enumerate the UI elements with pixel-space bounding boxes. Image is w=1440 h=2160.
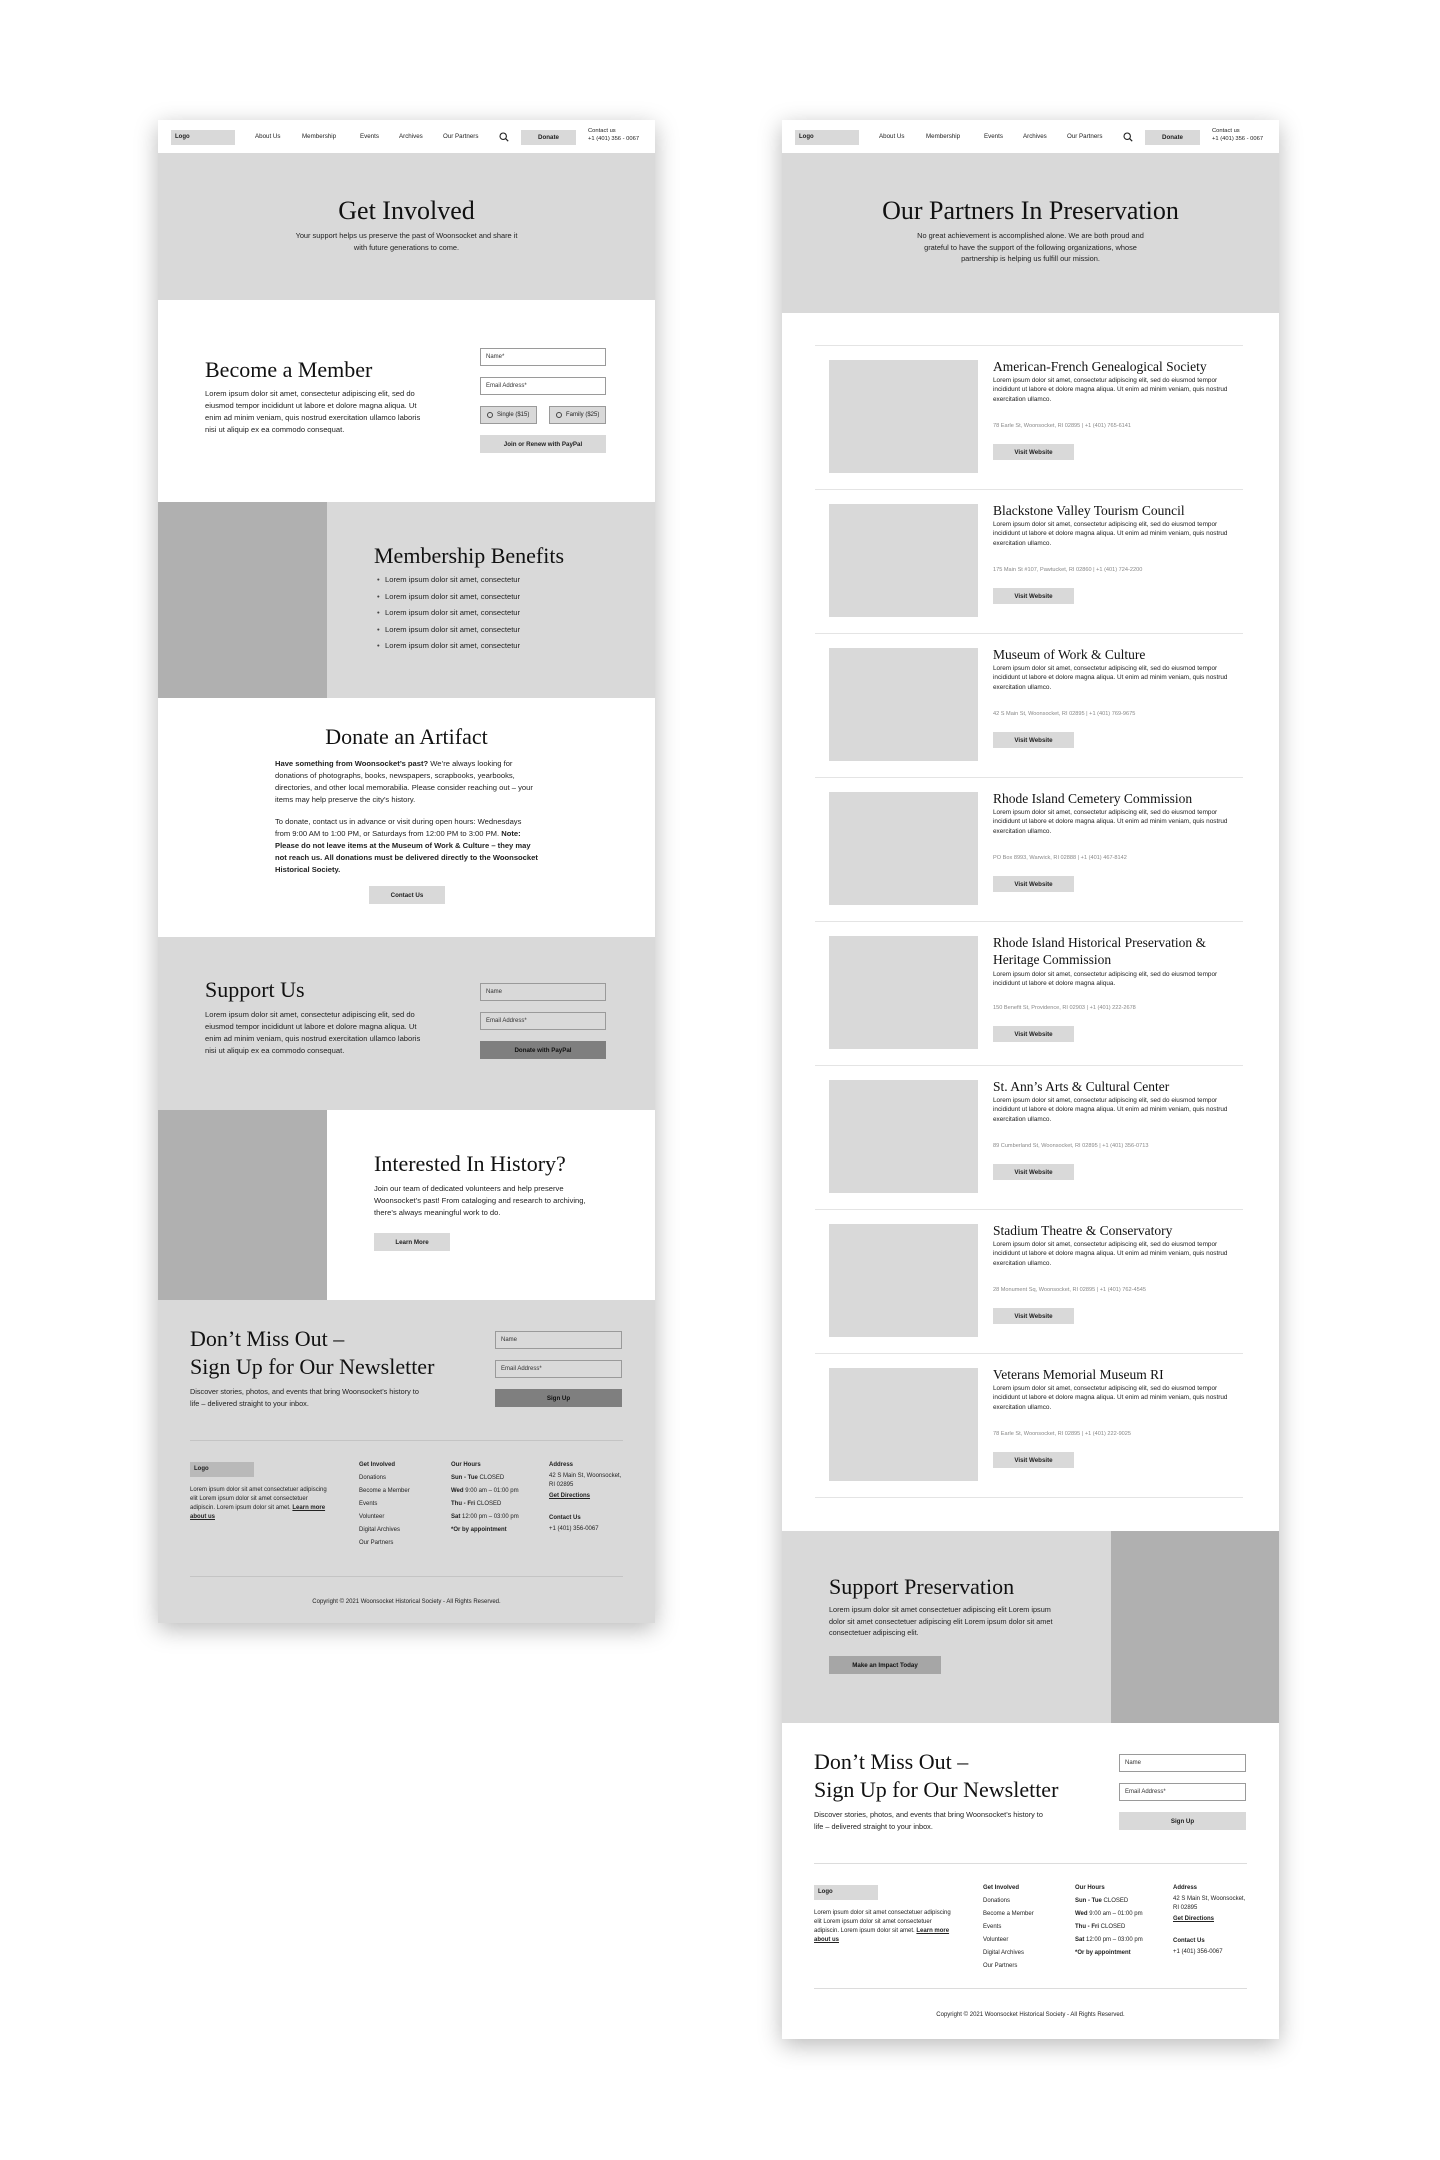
partner-name: Rhode Island Historical Preservation & Heritage Commission [993,935,1206,967]
benefit-item: • Lorem ipsum dolor sit amet, consectetur [375,572,520,589]
newsletter-email-input[interactable]: Email Address* [1119,1783,1246,1801]
learn-more-link[interactable]: Learn more about us [190,1505,326,1520]
partner-image [829,504,978,617]
support-name-input[interactable]: Name [480,983,606,1001]
partner-image [829,648,978,761]
partner-description: Lorem ipsum dolor sit amet, consectetur adipiscing elit, sed do eiusmod tempor incididunt ut labore et dolore magna aliqua. Ut enim ad minim veniam, quis nostrud exercitation ullamco. [993,1241,1228,1267]
support-preservation-title: Support Preservation [829,1574,1015,1599]
footer [782,1863,1279,2039]
partner-address: 150 Benefit St, Providence, RI 02903 | +1 (401) 222-2678 [993,1005,1136,1011]
partner-name: St. Ann’s Arts & Cultural Center [993,1079,1170,1094]
top-nav [782,120,1279,153]
logo[interactable]: Logo [171,130,235,145]
hero-subtitle: No great achievement is accomplished alone. We are both proud and grateful to have the support of the following organizations, whose partnership is helping us fulfill our mission. [917,231,1144,263]
nav-membership[interactable]: Membership [926,133,961,140]
newsletter-name-input[interactable]: Name [495,1331,622,1349]
partner-image [829,1224,978,1337]
newsletter-section [782,1723,1279,1863]
learn-more-link[interactable]: Learn more about us [814,1928,950,1943]
member-section [158,300,655,502]
footer-link[interactable]: Digital Archives [359,1527,401,1533]
partner-card [815,922,1243,1066]
benefit-item: • Lorem ipsum dolor sit amet, consectetur [375,638,520,655]
newsletter-title: Don’t Miss Out – Sign Up for Our Newsletter [814,1749,1059,1802]
footer-link[interactable]: Volunteer [359,1514,385,1520]
get-involved-page [158,120,655,1623]
partner-image [829,360,978,473]
partner-address: 42 S Main St, Woonsocket, RI 02895 | +1 (401) 769-9675 [993,711,1136,717]
footer-get-involved: Get Involved Donations Become a Member Events Volunteer Digital Archives Our Partners [359,1462,410,1550]
footer-link[interactable]: Donations [983,1898,1011,1904]
support-body: Lorem ipsum dolor sit amet, consectetur adipiscing elit, sed do eiusmod tempor incididunt ut labore et dolore magna aliqua. Ut enim ad minim veniam, quis nostrud exercitation ullamco laboris nisi ut aliquip ex ea commodo consequat. [205,1010,421,1055]
partner-description: Lorem ipsum dolor sit amet, consectetur adipiscing elit, sed do eiusmod tempor incididunt ut labore et dolore magna aliqua. Ut enim ad minim veniam, quis nostrud exercitation ullamco. [993,377,1228,403]
newsletter-title: Don’t Miss Out – Sign Up for Our Newsletter [190,1326,435,1379]
partner-card [815,1210,1243,1354]
newsletter-name-input[interactable]: Name [1119,1754,1246,1772]
benefits-title: Membership Benefits [374,543,565,568]
visit-website-button[interactable]: Visit Website [993,732,1074,748]
newsletter-body: Discover stories, photos, and events that bring Woonsocket’s history to life – delivered straight to your inbox. [190,1387,419,1408]
footer-address: Address 42 S Main St, Woonsocket, RI 02895 Get Directions Contact Us +1 (401) 356-0067 [1173,1885,1246,1955]
footer-divider [814,1988,1247,1989]
learn-more-button[interactable]: Learn More [374,1233,450,1251]
paypal-join-button[interactable]: Join or Renew with PayPal [480,435,606,453]
partner-card [815,634,1243,778]
footer-link[interactable]: Events [983,1924,1002,1930]
support-image [1111,1531,1279,1723]
partner-address: 78 Earle St, Woonsocket, RI 02895 | +1 (401) 765-6141 [993,423,1132,429]
make-impact-button[interactable]: Make an Impact Today [829,1656,941,1674]
partner-name: Stadium Theatre & Conservatory [993,1223,1173,1238]
footer-about: Lorem ipsum dolor sit amet consectetuer adipiscing elit Lorem ipsum dolor sit amet consectetuer adipiscin. Lorem ipsum dolor sit amet. Learn more about us [190,1487,327,1520]
partner-card [815,1354,1243,1498]
footer-address: Address 42 S Main St, Woonsocket, RI 02895 Get Directions Contact Us +1 (401) 356-0067 [549,1462,622,1532]
visit-website-button[interactable]: Visit Website [993,1026,1074,1042]
visit-website-button[interactable]: Visit Website [993,1164,1074,1180]
donate-paragraph-2: To donate, contact us in advance or visit during open hours: Wednesdays from 9:00 AM to 1:00 PM, or Saturdays from 12:00 PM to 3:00 PM. Note: Please do not leave items at the Museum of Work & Culture – they may not reach us. All donations must be delivered directly to the Woonsocket Historical Society. [275,817,538,874]
member-body: Lorem ipsum dolor sit amet, consectetur adipiscing elit, sed do eiusmod tempor incididunt ut labore et dolore magna aliqua. Ut enim ad minim veniam, quis nostrud exercitation ullamco laboris nisi ut aliquip ex ea commodo consequat. [205,389,421,434]
support-email-input[interactable]: Email Address* [480,1012,606,1030]
donate-title: Donate an Artifact [325,724,488,749]
footer-link[interactable]: Volunteer [983,1937,1009,1943]
benefit-item: • Lorem ipsum dolor sit amet, consectetur [375,622,520,639]
support-section [158,937,655,1110]
contact-phone[interactable]: +1 (401) 356 - 0067 [1212,135,1264,142]
partner-name: Museum of Work & Culture [993,647,1146,662]
family-radio[interactable]: Family ($25) [549,406,606,424]
footer-logo[interactable]: Logo [814,1885,878,1900]
support-preservation-body: Lorem ipsum dolor sit amet consectetuer adipiscing elit Lorem ipsum dolor sit amet consectetuer adipiscing elit Lorem ipsum dolor sit amet consectetuer adipiscing elit. [829,1605,1053,1637]
nav-membership[interactable]: Membership [302,133,337,140]
member-email-input[interactable]: Email Address* [480,377,606,395]
partner-description: Lorem ipsum dolor sit amet, consectetur adipiscing elit, sed do eiusmod tempor incididunt ut labore et dolore magna aliqua. Ut enim ad minim veniam, quis nostrud exercitation ullamco. [993,809,1228,835]
paypal-donate-button[interactable]: Donate with PayPal [480,1041,606,1059]
footer-divider [190,1440,623,1441]
newsletter-body: Discover stories, photos, and events that bring Woonsocket’s history to life – delivered straight to your inbox. [814,1810,1043,1831]
benefits-section [158,502,655,698]
visit-website-button[interactable]: Visit Website [993,444,1074,460]
partner-description: Lorem ipsum dolor sit amet, consectetur adipiscing elit, sed do eiusmod tempor incididunt ut labore et dolore magna aliqua. Ut enim ad minim veniam, quis nostrud exercitation ullamco. [993,1097,1228,1123]
donate-paragraph-1: Have something from Woonsocket’s past? We’re always looking for donations of photographs, books, newspapers, scrapbooks, yearbooks, directories, and other local memorabilia. Please consider reaching out – your items may help preserve the city’s history. [275,759,533,804]
benefits-image [158,502,327,698]
member-title: Become a Member [205,357,373,382]
nav-about[interactable]: About Us [879,133,905,140]
nav-about[interactable]: About Us [255,133,281,140]
footer-link[interactable]: Become a Member [983,1911,1034,1917]
visit-website-button[interactable]: Visit Website [993,588,1074,604]
partner-image [829,1368,978,1481]
search-icon[interactable] [1123,132,1133,142]
partner-address: PO Box 8993, Warwick, RI 02888 | +1 (401) 467-8142 [993,855,1127,861]
nav-events[interactable]: Events [984,133,1003,140]
footer-hours: Our Hours Sun - Tue CLOSED Wed 9:00 am – 01:00 pm Thu - Fri CLOSED Sat 12:00 pm – 03:00 pm *Or by appointment [451,1462,519,1533]
contact-us-button[interactable]: Contact Us [369,886,445,904]
partner-name: Blackstone Valley Tourism Council [993,503,1185,518]
partner-card [815,490,1243,634]
contact-phone[interactable]: +1 (401) 356 - 0067 [588,135,640,142]
footer-divider [814,1863,1247,1864]
contact-label: Contact us [1212,128,1240,134]
contact-info [1212,128,1263,143]
footer-about: Lorem ipsum dolor sit amet consectetuer adipiscing elit Lorem ipsum dolor sit amet consectetuer adipiscin. Lorem ipsum dolor sit amet. Learn more about us [814,1910,951,1943]
logo[interactable]: Logo [795,130,859,145]
radio-circle-icon [556,412,562,418]
footer-logo[interactable]: Logo [190,1462,254,1477]
donate-artifact-section [158,698,655,937]
partner-description: Lorem ipsum dolor sit amet, consectetur adipiscing elit, sed do eiusmod tempor incididunt ut labore et dolore magna aliqua. Ut enim ad minim veniam, quis nostrud exercitation ullamco. [993,665,1228,691]
partner-name: Rhode Island Cemetery Commission [993,791,1193,806]
nav-partners[interactable]: Our Partners [1067,133,1103,140]
partner-address: 78 Earle St, Woonsocket, RI 02895 | +1 (401) 222-9025 [993,1431,1132,1437]
volunteer-section [158,1110,655,1300]
partner-description: Lorem ipsum dolor sit amet, consectetur adipiscing elit, sed do eiusmod tempor incididunt ut labore et dolore magna aliqua. Ut enim ad minim veniam, quis nostrud exercitation ullamco. [993,521,1228,547]
newsletter-signup-button[interactable]: Sign Up [1119,1812,1246,1830]
support-preservation-section [782,1531,1279,1723]
footer-get-involved: Get Involved Donations Become a Member Events Volunteer Digital Archives Our Partners [983,1885,1034,1973]
benefit-item: • Lorem ipsum dolor sit amet, consectetur [375,605,520,622]
benefits-list [375,572,520,655]
footer-hours: Our Hours Sun - Tue CLOSED Wed 9:00 am – 01:00 pm Thu - Fri CLOSED Sat 12:00 pm – 03:00 pm *Or by appointment [1075,1885,1143,1956]
hero-subtitle: Your support helps us preserve the past of Woonsocket and share it with future generations to come. [295,231,518,252]
footer-link[interactable]: Our Partners [983,1963,1018,1969]
top-nav [158,120,655,153]
partner-image [829,792,978,905]
volunteer-image [158,1110,327,1300]
visit-website-button[interactable]: Visit Website [993,876,1074,892]
donate-button[interactable]: Donate [521,130,576,145]
partner-card [815,1066,1243,1210]
newsletter-email-input[interactable]: Email Address* [495,1360,622,1378]
partner-card [815,346,1243,490]
footer-link[interactable]: Become a Member [359,1488,410,1494]
volunteer-body: Join our team of dedicated volunteers and help preserve Woonsocket’s past! From cataloging and research to archiving, there’s always meaningful work to do. [374,1184,586,1217]
partner-name: Veterans Memorial Museum RI [993,1367,1164,1382]
page-title: Get Involved [338,196,475,225]
nav-archives[interactable]: Archives [1023,133,1047,140]
nav-archives[interactable]: Archives [399,133,423,140]
support-title: Support Us [205,977,305,1002]
contact-info [588,128,639,143]
donate-button[interactable]: Donate [1145,130,1200,145]
newsletter-signup-button[interactable]: Sign Up [495,1389,622,1407]
partner-image [829,1080,978,1193]
partner-address: 28 Monument Sq, Woonsocket, RI 02895 | +1 (401) 762-4545 [993,1287,1146,1293]
copyright: Copyright © 2021 Woonsocket Historical Society - All Rights Reserved. [936,2012,1125,2018]
partner-description: Lorem ipsum dolor sit amet, consectetur adipiscing elit, sed do eiusmod tempor incididunt ut labore et dolore magna aliqua. [993,971,1218,988]
benefit-item: • Lorem ipsum dolor sit amet, consectetur [375,589,520,606]
partner-name: American-French Genealogical Society [993,359,1207,374]
hero-section [782,153,1279,313]
directions-link[interactable]: Get Directions [1173,1916,1215,1922]
hero-section [158,153,655,300]
footer-link[interactable]: Events [359,1501,378,1507]
footer-link[interactable]: Digital Archives [983,1950,1025,1956]
radio-circle-icon [487,412,493,418]
volunteer-title: Interested In History? [374,1151,566,1176]
search-icon[interactable] [499,132,509,142]
partners-page [782,120,1279,2039]
partner-address: 175 Main St #107, Pawtucket, RI 02860 | +1 (401) 724-2200 [993,567,1143,573]
footer [158,1440,655,1623]
partner-card [815,778,1243,922]
footer-divider [190,1576,623,1577]
partner-image [829,936,978,1049]
copyright: Copyright © 2021 Woonsocket Historical Society - All Rights Reserved. [312,1599,501,1605]
footer-link[interactable]: Our Partners [359,1540,394,1546]
visit-website-button[interactable]: Visit Website [993,1308,1074,1324]
single-radio[interactable]: Single ($15) [480,406,537,424]
footer-link[interactable]: Donations [359,1475,387,1481]
partner-description: Lorem ipsum dolor sit amet, consectetur adipiscing elit, sed do eiusmod tempor incididunt ut labore et dolore magna aliqua. Ut enim ad minim veniam, quis nostrud exercitation ullamco. [993,1385,1228,1411]
footer-phone[interactable]: +1 (401) 356-0067 [1173,1949,1223,1955]
nav-partners[interactable]: Our Partners [443,133,479,140]
member-name-input[interactable]: Name* [480,348,606,366]
newsletter-section [158,1300,655,1440]
contact-label: Contact us [588,128,616,134]
visit-website-button[interactable]: Visit Website [993,1452,1074,1468]
page-title: Our Partners In Preservation [882,196,1179,225]
directions-link[interactable]: Get Directions [549,1493,591,1499]
partner-address: 89 Cumberland St, Woonsocket, RI 02895 | +1 (401) 356-0713 [993,1143,1149,1149]
nav-events[interactable]: Events [360,133,379,140]
footer-phone[interactable]: +1 (401) 356-0067 [549,1526,599,1532]
